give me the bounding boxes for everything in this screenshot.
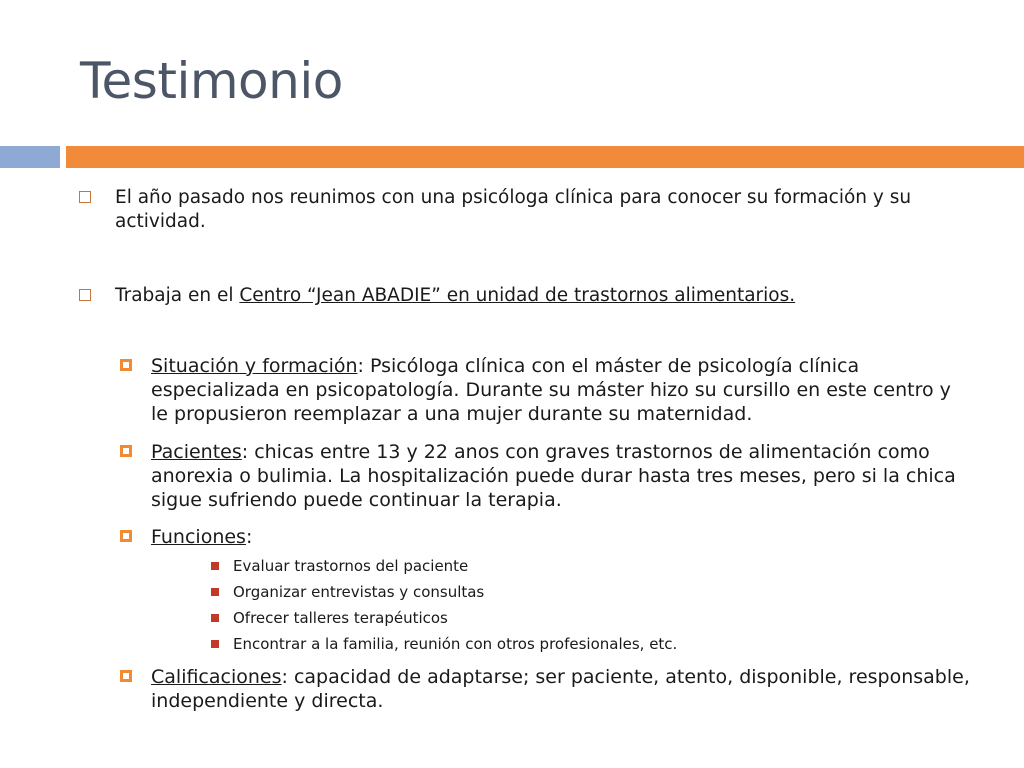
funcion-item xyxy=(233,608,933,628)
calificaciones-text: : capacidad de adaptarse; ser paciente, atento, disponible, responsable, independiente y directa. xyxy=(151,666,970,712)
filled-square-bullet-icon xyxy=(211,614,219,622)
accent-bar-orange xyxy=(66,146,1024,168)
situacion-label: Situación y formación xyxy=(151,355,358,377)
filled-square-bullet-icon xyxy=(211,588,219,596)
funcion-item xyxy=(233,582,933,602)
hollow-square-bullet-icon xyxy=(79,191,91,203)
bullet-intro-text: El año pasado nos reunimos con una psicóloga clínica para conocer su formación y su actividad. xyxy=(115,187,912,232)
square-bullet-icon xyxy=(120,530,132,542)
bullet-workplace-prefix: Trabaja en el xyxy=(115,285,240,306)
accent-bar-blue xyxy=(0,146,60,168)
square-bullet-icon xyxy=(120,359,132,371)
bullet-workplace xyxy=(115,284,995,308)
workplace-link[interactable]: Centro “Jean ABADIE” en unidad de trastornos alimentarios. xyxy=(239,285,796,306)
filled-square-bullet-icon xyxy=(211,640,219,648)
situacion-text: : Psicóloga clínica con el máster de psicología clínica especializada en psicopatología. Durante su máster hizo su cursillo en este centro y le propusieron reemplazar a una mujer durante su maternidad. xyxy=(151,355,951,425)
sub-bullet-calificaciones xyxy=(151,665,971,713)
funcion-item-text: Ofrecer talleres terapéuticos xyxy=(233,609,448,627)
sub-bullet-situacion xyxy=(151,354,971,426)
pacientes-text: : chicas entre 13 y 22 anos con graves trastornos de alimentación como anorexia o bulimia. La hospitalización puede durar hasta tres meses, pero si la chica sigue sufriendo puede continuar la terapia. xyxy=(151,441,956,511)
slide-title: Testimonio xyxy=(80,52,343,110)
funcion-item-text: Evaluar trastornos del paciente xyxy=(233,557,469,575)
filled-square-bullet-icon xyxy=(211,562,219,570)
bullet-intro xyxy=(115,186,995,234)
square-bullet-icon xyxy=(120,445,132,457)
funciones-colon: : xyxy=(245,526,253,548)
hollow-square-bullet-icon xyxy=(79,289,91,301)
sub-bullet-funciones xyxy=(151,525,971,549)
funcion-item-text: Organizar entrevistas y consultas xyxy=(233,583,485,601)
sub-bullet-pacientes xyxy=(151,440,971,512)
funcion-item xyxy=(233,556,933,576)
funciones-label: Funciones xyxy=(151,526,246,548)
pacientes-label: Pacientes xyxy=(151,441,242,463)
square-bullet-icon xyxy=(120,670,132,682)
funcion-item xyxy=(233,634,933,654)
funcion-item-text: Encontrar a la familia, reunión con otros profesionales, etc. xyxy=(233,635,678,653)
calificaciones-label: Calificaciones xyxy=(151,666,282,688)
